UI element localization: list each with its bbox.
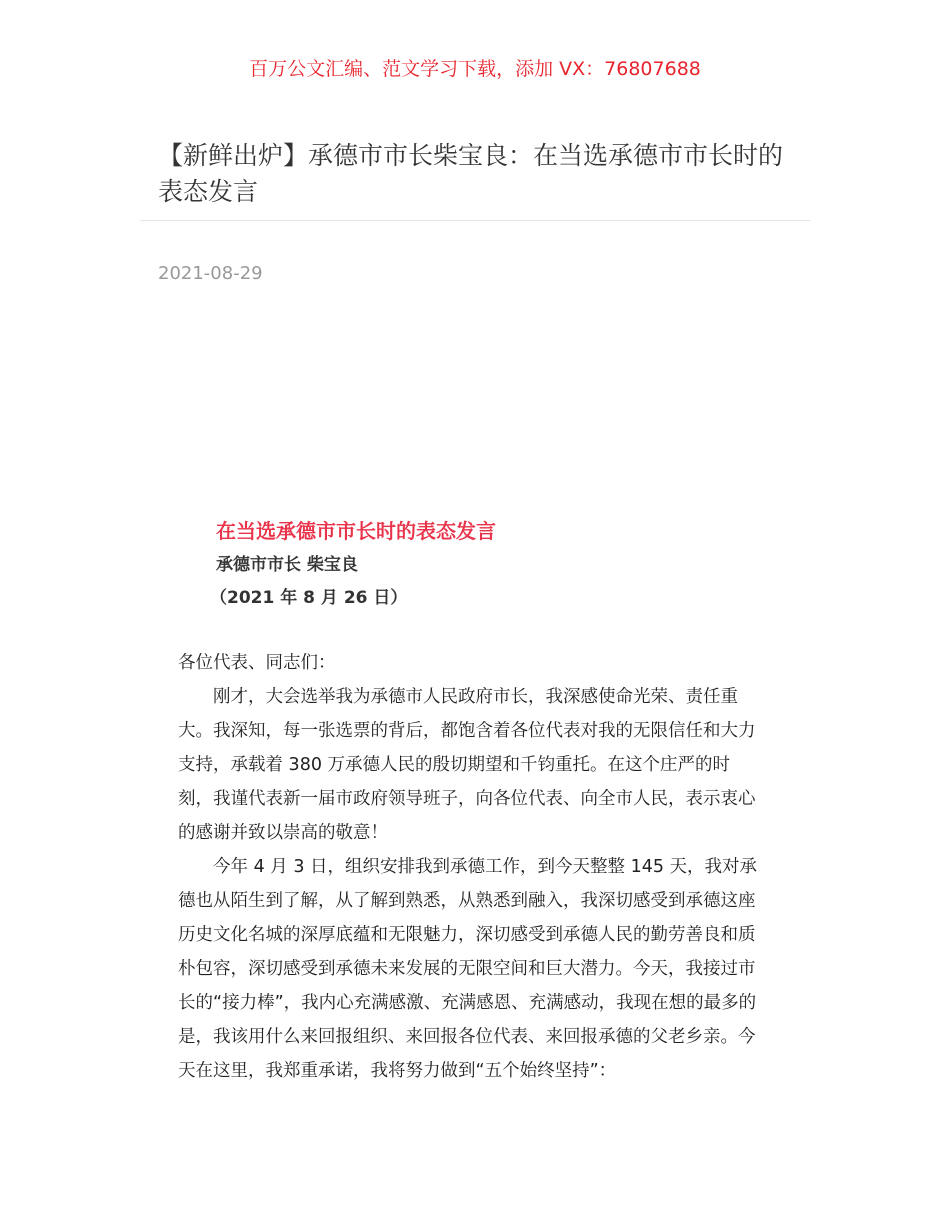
speech-body [178, 646, 763, 1088]
publish-date: 2021-08-29 [158, 263, 263, 284]
promo-banner: 百万公文汇编、范文学习下载，添加 VX：76807688 [249, 58, 701, 80]
title-divider [140, 220, 810, 221]
speech-title: 在当选承德市市长时的表态发言 [216, 519, 496, 543]
salutation: 各位代表、同志们： [178, 653, 336, 673]
speech-author: 承德市市长 柴宝良 [216, 555, 358, 575]
paragraph-2: 今年 4 月 3 日，组织安排我到承德工作，到今天整整 145 天，我对承德也从陌生到了解，从了解到熟悉，从熟悉到融入，我深切感受到承德这座历史文化名城的深厚底蕴和无限魅力，深切感受到承德人民的勤劳善良和质朴包容，深切感受到承德未来发展的无限空间和巨大潜力。今天，我接过市长的“接力棒”，我内心充满感激、充满感恩、充满感动，我现在想的最多的是，我该用什么来回报组织、来回报各位代表、来回报承德的父老乡亲。今天在这里，我郑重承诺，我将努力做到“五个始终坚持”： [178, 857, 758, 1081]
speech-heading [210, 516, 776, 613]
speech-date: （2021 年 8 月 26 日） [210, 588, 408, 608]
paragraph-1: 刚才，大会选举我为承德市人民政府市长，我深感使命光荣、责任重大。我深知，每一张选票的背后，都饱含着各位代表对我的无限信任和大力支持，承载着 380 万承德人民的殷切期望和千钧重托。在这个庄严的时刻，我谨代表新一届市政府领导班子，向各位代表、向全市人民，表示衷心的感谢并致以崇高的敬意！ [178, 687, 756, 843]
article-title: 【新鲜出炉】承德市市长柴宝良：在当选承德市市长时的表态发言 [158, 141, 784, 206]
